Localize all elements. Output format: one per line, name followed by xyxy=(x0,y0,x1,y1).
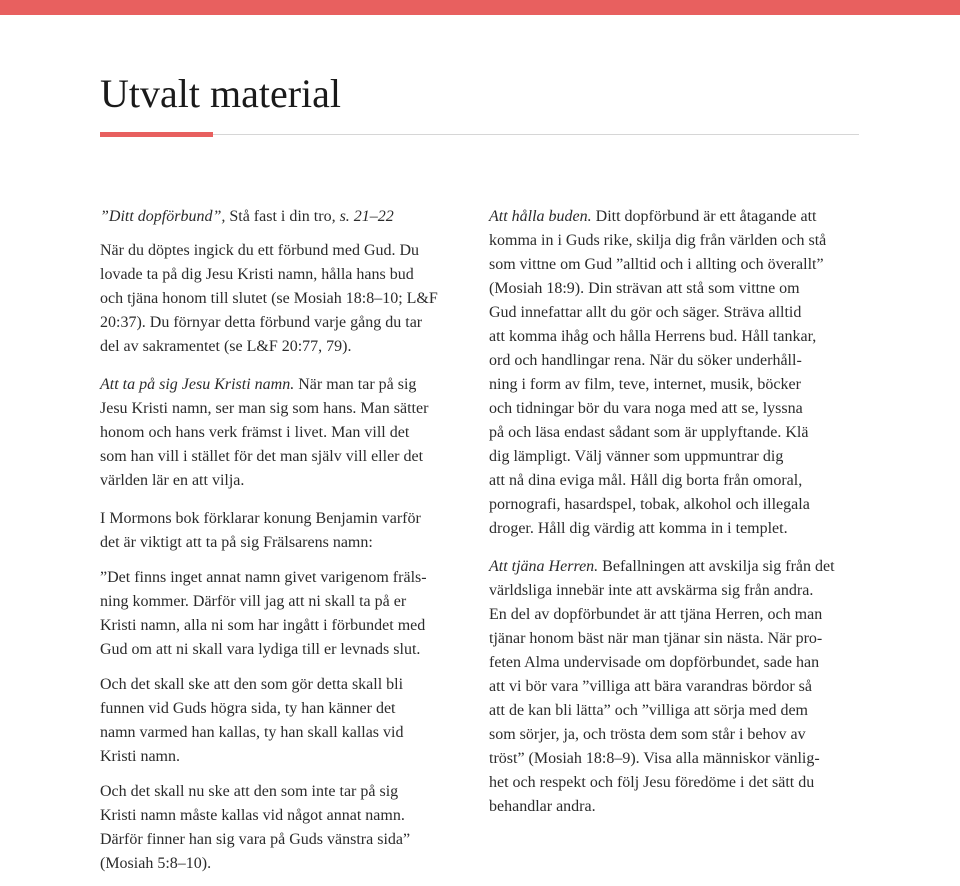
text-line: honom och hans verk främst i livet. Man vill det xyxy=(100,424,410,441)
text-line: som han vill i stället för det man själv vill eller det xyxy=(100,448,424,465)
source-title: ”Ditt dopförbund”, xyxy=(100,208,230,225)
text-line xyxy=(100,373,472,397)
text-run: När man tar på sig xyxy=(294,376,417,393)
source-page: , s. 21–22 xyxy=(331,208,394,225)
paragraph-baptism-covenant xyxy=(100,239,472,359)
text-line: att nå dina eviga mål. Håll dig borta från omoral, xyxy=(489,472,803,489)
text-line: behandlar andra. xyxy=(489,798,596,815)
text-line: droger. Håll dig värdig att komma in i templet. xyxy=(489,520,788,537)
paragraph-quote-1 xyxy=(100,566,472,662)
text-line: dig lämpligt. Välj vänner som uppmuntrar dig xyxy=(489,448,784,465)
text-line xyxy=(489,205,861,229)
text-run: Ditt dopförbund är ett åtagande att xyxy=(591,208,817,225)
left-column xyxy=(100,205,472,876)
top-accent-band xyxy=(0,0,960,15)
title-accent-bar xyxy=(100,132,213,137)
text-line: att vi bör vara ”villiga att bära varandras bördor så xyxy=(489,678,812,695)
right-column xyxy=(489,205,861,819)
title-divider xyxy=(100,134,859,135)
section-heading: Att tjäna Herren. xyxy=(489,558,599,575)
text-line: Därför finner han sig vara på Guds vänstra sida” xyxy=(100,831,411,848)
text-line: tröst” (Mosiah 18:8–9). Visa alla människor vänlig- xyxy=(489,750,820,767)
text-line: Kristi namn. xyxy=(100,748,180,765)
paragraph-take-name xyxy=(100,373,472,493)
source-book: Stå fast i din tro xyxy=(229,208,332,225)
source-citation xyxy=(100,205,472,229)
text-line: och tjäna honom till slutet (se Mosiah 18:8–10; L&F xyxy=(100,290,438,307)
section-heading: Att ta på sig Jesu Kristi namn. xyxy=(100,376,295,393)
text-line: ning i form av film, teve, internet, musik, böcker xyxy=(489,376,801,393)
text-line: (Mosiah 18:9). Din strävan att stå som vittne om xyxy=(489,280,800,297)
text-line: komma in i Guds rike, skilja dig från världen och stå xyxy=(489,232,827,249)
text-run: Befallningen att avskilja sig från det xyxy=(598,558,835,575)
paragraph-keep-commandments xyxy=(489,205,861,541)
page-title: Utvalt material xyxy=(100,71,342,116)
text-line: Och det skall ske att den som gör detta skall bli xyxy=(100,676,404,693)
text-line: att komma ihåg och hålla Herrens bud. Håll tankar, xyxy=(489,328,817,345)
paragraph-mormon-intro xyxy=(100,507,472,555)
paragraph-serve-lord xyxy=(489,555,861,819)
paragraph-quote-3 xyxy=(100,780,472,876)
text-line: och tidningar bör du vara noga med att se, lyssna xyxy=(489,400,803,417)
text-line: världsliga innebär inte att avskärma sig från andra. xyxy=(489,582,814,599)
text-line: feten Alma undervisade om dopförbundet, sade han xyxy=(489,654,820,671)
text-line: 20:37). Du förnyar detta förbund varje gång du tar xyxy=(100,314,423,331)
text-line: på och läsa endast sådant som är upplyftande. Klä xyxy=(489,424,809,441)
text-line: Jesu Kristi namn, ser man sig som hans. Man sätter xyxy=(100,400,429,417)
text-line: funnen vid Guds högra sida, ty han känner det xyxy=(100,700,396,717)
text-line: namn varmed han kallas, ty han skall kallas vid xyxy=(100,724,404,741)
text-line: världen lär en att vilja. xyxy=(100,472,245,489)
text-line xyxy=(489,555,861,579)
text-line: Gud om att ni skall vara lydiga till er levnads slut. xyxy=(100,641,421,658)
text-line: som sörjer, ja, och trösta dem som står i behov av xyxy=(489,726,806,743)
text-line: När du döptes ingick du ett förbund med Gud. Du xyxy=(100,242,420,259)
text-line: det är viktigt att ta på sig Frälsarens namn: xyxy=(100,534,373,551)
text-line: (Mosiah 5:8–10). xyxy=(100,855,212,872)
text-line: Och det skall nu ske att den som inte tar på sig xyxy=(100,783,399,800)
text-line: pornografi, hasardspel, tobak, alkohol och illegala xyxy=(489,496,810,513)
text-line: I Mormons bok förklarar konung Benjamin varför xyxy=(100,510,421,527)
text-line: ning kommer. Därför vill jag att ni skall ta på er xyxy=(100,593,407,610)
text-line: Kristi namn, alla ni som har ingått i förbundet med xyxy=(100,617,426,634)
text-line: tjänar honom bäst när man tjänar sin nästa. När pro- xyxy=(489,630,823,647)
text-line: som vittne om Gud ”alltid och i allting och överallt” xyxy=(489,256,824,273)
text-line: het och respekt och följ Jesu föredöme i det sätt du xyxy=(489,774,815,791)
section-heading: Att hålla buden. xyxy=(489,208,592,225)
text-line: Kristi namn måste kallas vid något annat namn. xyxy=(100,807,405,824)
text-line: att de kan bli lätta” och ”villiga att sörja med dem xyxy=(489,702,808,719)
text-line: ”Det finns inget annat namn givet varigenom fräls- xyxy=(100,569,427,586)
text-line: En del av dopförbundet är att tjäna Herren, och man xyxy=(489,606,823,623)
text-line: ord och handlingar rena. När du söker underhåll- xyxy=(489,352,802,369)
text-line: del av sakramentet (se L&F 20:77, 79). xyxy=(100,338,352,355)
text-line: Gud innefattar allt du gör och säger. Sträva alltid xyxy=(489,304,802,321)
paragraph-quote-2 xyxy=(100,673,472,769)
text-line: lovade ta på dig Jesu Kristi namn, hålla hans bud xyxy=(100,266,414,283)
